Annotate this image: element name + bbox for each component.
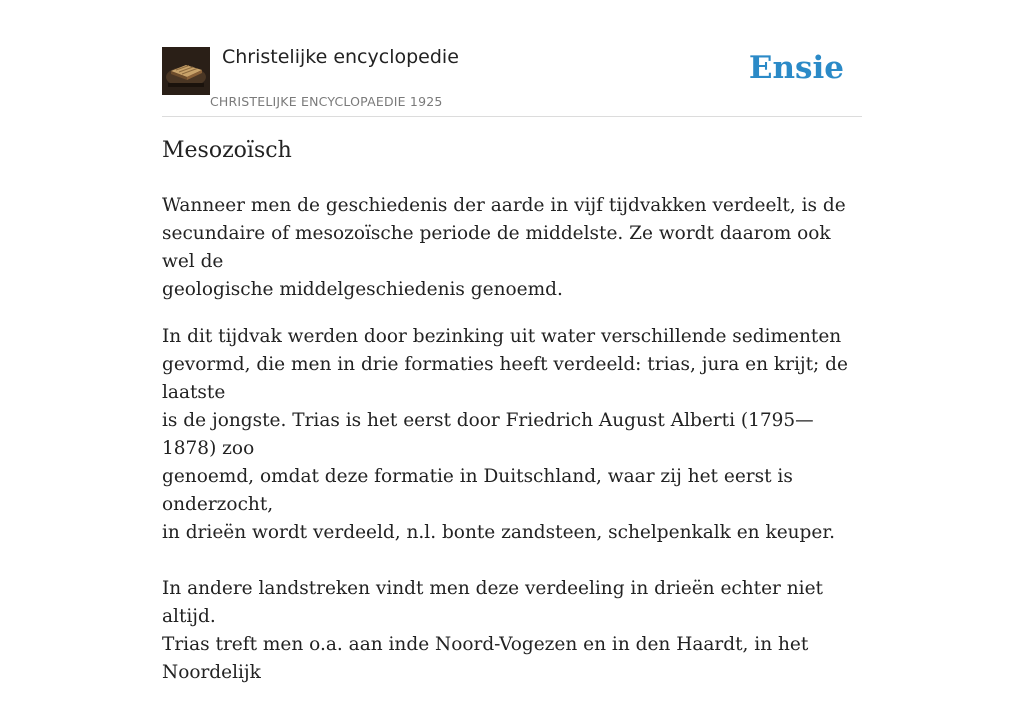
article-title: Mesozoïsch	[162, 138, 292, 163]
source-subtitle: CHRISTELIJKE ENCYCLOPAEDIE 1925	[210, 94, 443, 109]
source-name[interactable]: Christelijke encyclopedie	[222, 46, 459, 68]
article-paragraph: Wanneer men de geschiedenis der aarde in vijf tijdvakken verdeelt, is de secundaire of mesozoïsche periode de middelste. Ze wordt daarom ook wel de geologische middelgeschiedenis genoemd.	[162, 195, 846, 300]
ensie-logo-link[interactable]: Ensie	[748, 50, 844, 86]
source-avatar[interactable]	[162, 47, 210, 95]
article-paragraph: In andere landstreken vindt men deze verdeeling in drieën echter niet altijd. Trias treft men o.a. aan inde Noord-Vogezen en in den Haardt, in het Noordelijk	[162, 578, 823, 683]
source-header	[162, 44, 862, 117]
book-photo-icon	[162, 47, 210, 95]
article-body	[162, 192, 862, 706]
article-paragraph: In dit tijdvak werden door bezinking uit water verschillende sedimenten gevormd, die men in drie formaties heeft verdeeld: trias, jura en krijt; de laatste is de jongste. Trias is het eerst door Friedrich August Alberti (1795—1878) zoo genoemd, omdat deze formatie in Duitschland, waar zij het eerst is onderzocht, in drieën wordt verdeeld, n.l. bonte zandsteen, schelpenkalk en keuper.	[162, 326, 848, 543]
